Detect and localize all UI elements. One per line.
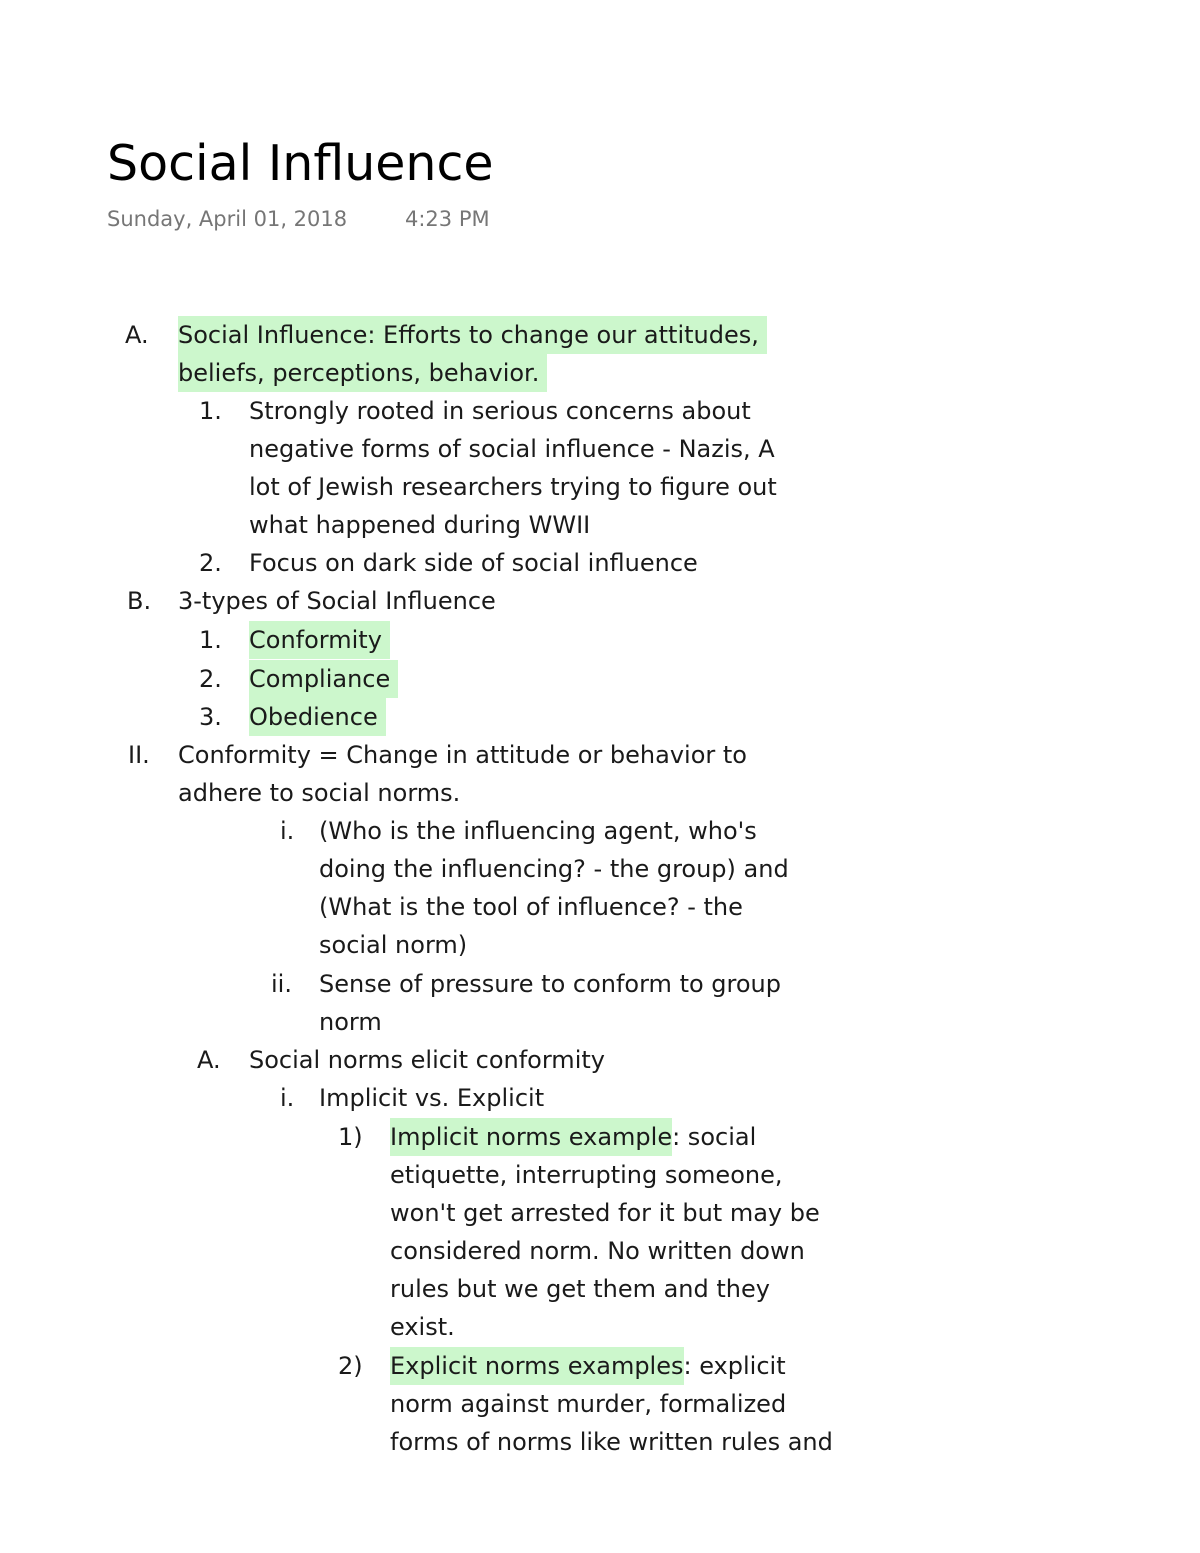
list-item-text[interactable]: (Who is the influencing agent, who's doing the influencing? - the group) and (What is the tool of influence? - the social norm): [319, 817, 789, 959]
page-date: Sunday, April 01, 2018: [107, 207, 348, 231]
list-item-text[interactable]: [178, 316, 767, 392]
list-marker: 2.: [199, 665, 222, 693]
highlighted-text: Obedience: [249, 698, 386, 736]
list-marker: i.: [280, 1084, 295, 1112]
list-item-text[interactable]: [249, 698, 386, 736]
page-time: 4:23 PM: [405, 207, 490, 231]
highlighted-text: Conformity: [249, 621, 390, 659]
list-item-text[interactable]: Conformity = Change in attitude or behavior to adhere to social norms.: [178, 741, 747, 807]
list-marker: II.: [128, 741, 150, 769]
list-item-text[interactable]: Sense of pressure to conform to group norm: [319, 970, 781, 1036]
list-marker: A.: [125, 321, 149, 349]
highlighted-text: Social Influence: Efforts to change our attitudes,: [178, 316, 767, 354]
list-item-text[interactable]: Social norms elicit conformity: [249, 1046, 605, 1074]
list-item-text[interactable]: Strongly rooted in serious concerns about negative forms of social influence - Nazis, A lot of Jewish researchers trying to figure out what happened during WWII: [249, 397, 777, 539]
list-item-text[interactable]: [249, 660, 398, 698]
list-item-text[interactable]: Implicit vs. Explicit: [319, 1084, 545, 1112]
list-marker: 3.: [199, 703, 222, 731]
highlighted-text: beliefs, perceptions, behavior.: [178, 354, 547, 392]
page-title: Social Influence: [107, 135, 494, 192]
list-marker: 1.: [199, 626, 222, 654]
highlighted-term: Explicit norms examples: [390, 1347, 684, 1385]
list-marker: A.: [197, 1046, 221, 1074]
list-marker: B.: [127, 587, 152, 615]
list-marker: 1): [338, 1123, 363, 1151]
list-item-text[interactable]: Focus on dark side of social influence: [249, 549, 698, 577]
list-marker: 2): [338, 1352, 363, 1380]
list-item-text[interactable]: 3-types of Social Influence: [178, 587, 496, 615]
highlighted-term: Implicit norms example: [390, 1118, 672, 1156]
list-marker: 1.: [199, 397, 222, 425]
list-item-text[interactable]: [249, 621, 390, 659]
list-item-text[interactable]: Explicit norms examples: explicit norm against murder, formalized forms of norms like written rules and: [390, 1347, 833, 1461]
list-marker: ii.: [271, 970, 292, 998]
list-marker: i.: [280, 817, 295, 845]
list-marker: 2.: [199, 549, 222, 577]
highlighted-text: Compliance: [249, 660, 398, 698]
list-item-text[interactable]: Implicit norms example: social etiquette, interrupting someone, won't get arrested for it but may be considered norm. No written down rules but we get them and they exist.: [390, 1118, 820, 1346]
